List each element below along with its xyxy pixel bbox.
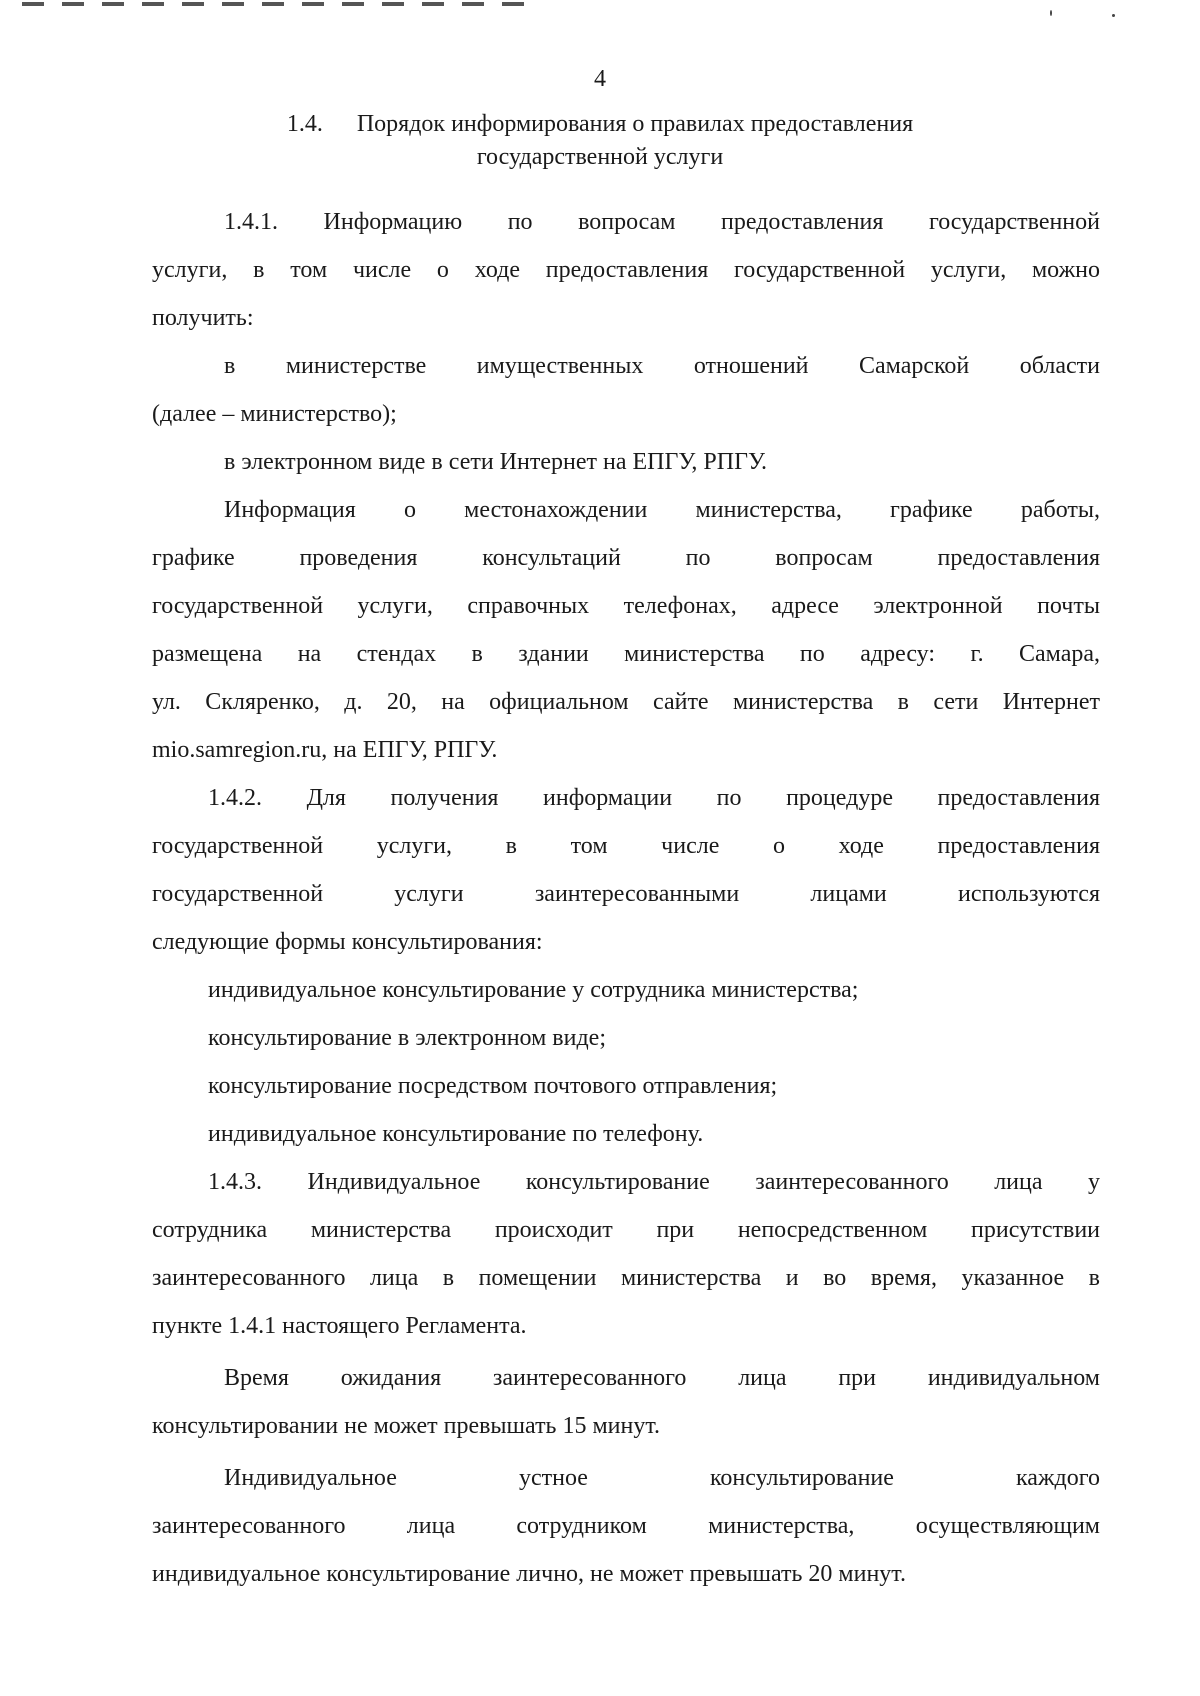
- section-heading: [0, 108, 1200, 174]
- section-title-part-1: Порядок информирования о правилах предоставления: [356, 111, 914, 137]
- text-line: (далее – министерство);: [152, 401, 397, 427]
- document-body: [152, 198, 1100, 1598]
- text-line: сотрудника министерства происходит при непосредственном присутствии: [152, 1217, 1100, 1243]
- text-line: государственной услуги, в том числе о ходе предоставления: [152, 833, 1100, 859]
- text-line: заинтересованного лица сотрудником министерства, осуществляющим: [152, 1513, 1100, 1539]
- list-item: индивидуальное консультирование у сотрудника министерства;: [208, 977, 859, 1003]
- text-line: консультировании не может превышать 15 минут.: [152, 1413, 661, 1439]
- list-item: индивидуальное консультирование по телефону.: [208, 1121, 704, 1147]
- text-line: государственной услуги заинтересованными лицами используются: [152, 881, 1100, 907]
- text-line: Информация о местонахождении министерства, графике работы,: [224, 497, 1100, 523]
- list-item: консультирование в электронном виде;: [208, 1025, 606, 1051]
- text-line: заинтересованного лица в помещении министерства и во время, указанное в: [152, 1265, 1100, 1291]
- list-item: консультирование посредством почтового отправления;: [208, 1073, 778, 1099]
- text-line: в электронном виде в сети Интернет на ЕПГУ, РПГУ.: [224, 449, 768, 475]
- text-line: 1.4.2. Для получения информации по процедуре предоставления: [208, 785, 1100, 811]
- text-line: Время ожидания заинтересованного лица при индивидуальном: [224, 1365, 1100, 1391]
- text-line: получить:: [152, 305, 254, 331]
- text-line: государственной услуги, справочных телефонах, адресе электронной почты: [152, 593, 1100, 619]
- text-line: 1.4.3. Индивидуальное консультирование заинтересованного лица у: [208, 1169, 1100, 1195]
- page-number: 4: [594, 66, 606, 92]
- section-number: 1.4.: [286, 111, 323, 137]
- text-line: индивидуальное консультирование лично, не может превышать 20 минут.: [152, 1561, 906, 1587]
- text-line: в министерстве имущественных отношений Самарской области: [224, 353, 1100, 379]
- text-line: mio.samregion.ru, на ЕПГУ, РПГУ.: [152, 737, 498, 763]
- text-line: Индивидуальное устное консультирование каждого: [224, 1465, 1100, 1491]
- text-line: размещена на стендах в здании министерства по адресу: г. Самара,: [152, 641, 1100, 667]
- section-heading-line-1: [0, 108, 1200, 141]
- scan-speck: [1112, 14, 1115, 17]
- scan-artifact-dashes: [22, 2, 542, 6]
- text-line: услуги, в том числе о ходе предоставления государственной услуги, можно: [152, 257, 1100, 283]
- section-heading-line-2: государственной услуги: [476, 144, 724, 170]
- text-line: следующие формы консультирования:: [152, 929, 543, 955]
- text-line: ул. Скляренко, д. 20, на официальном сайте министерства в сети Интернет: [152, 689, 1100, 715]
- text-line: графике проведения консультаций по вопросам предоставления: [152, 545, 1100, 571]
- text-line: 1.4.1. Информацию по вопросам предоставления государственной: [224, 209, 1100, 235]
- scan-speck: [1050, 10, 1052, 16]
- text-line: пункте 1.4.1 настоящего Регламента.: [152, 1313, 527, 1339]
